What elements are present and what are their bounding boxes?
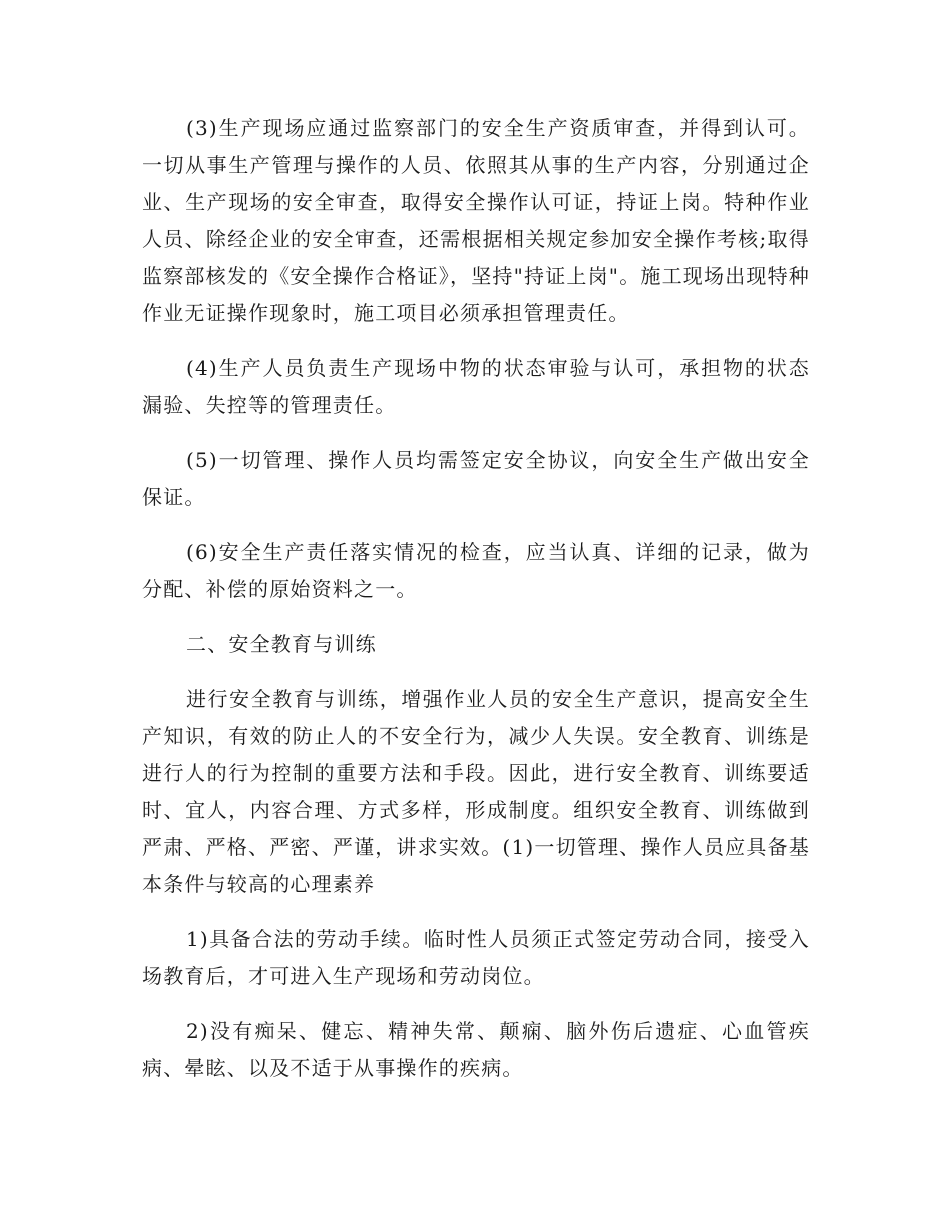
section-intro-paragraph: 进行安全教育与训练，增强作业人员的安全生产意识，提高安全生产知识，有效的防止人的不安全行为，减少人失误。安全教育、训练是进行人的行为控制的重要方法和手段。因此，进行安全教育、训练要适时、宜人，内容合理、方式多样，形成制度。组织安全教育、训练做到严肃、严格、严密、严谨，讲求实效。(1)一切管理、操作人员应具备基本条件与较高的心理素养 [142, 687, 810, 896]
paragraph-item-6: (6)安全生产责任落实情况的检查，应当认真、详细的记录，做为分配、补偿的原始资料之一。 [142, 540, 810, 601]
paragraph-item-4: (4)生产人员负责生产现场中物的状态审验与认可，承担物的状态漏验、失控等的管理责任。 [142, 356, 810, 417]
sub-item-1: 1)具备合法的劳动手续。临时性人员须正式签定劳动合同，接受入场教育后，才可进入生产现场和劳动岗位。 [142, 927, 810, 988]
sub-item-2: 2)没有痴呆、健忘、精神失常、颠痫、脑外伤后遗症、心血管疾病、晕眩、以及不适于从事操作的疾病。 [142, 1019, 810, 1080]
section-heading: 二、安全教育与训练 [186, 632, 377, 656]
paragraph-item-5: (5)一切管理、操作人员均需签定安全协议，向安全生产做出安全保证。 [142, 448, 810, 509]
paragraph-item-3: (3)生产现场应通过监察部门的安全生产资质审查，并得到认可。一切从事生产管理与操作的人员、依照其从事的生产内容，分别通过企业、生产现场的安全审查，取得安全操作认可证，持证上岗。特种作业人员、除经企业的安全审查，还需根据相关规定参加安全操作考核;取得监察部核发的《安全操作合格证》，坚持"持证上岗"。施工现场出现特种作业无证操作现象时，施工项目必须承担管理责任。 [142, 116, 810, 325]
